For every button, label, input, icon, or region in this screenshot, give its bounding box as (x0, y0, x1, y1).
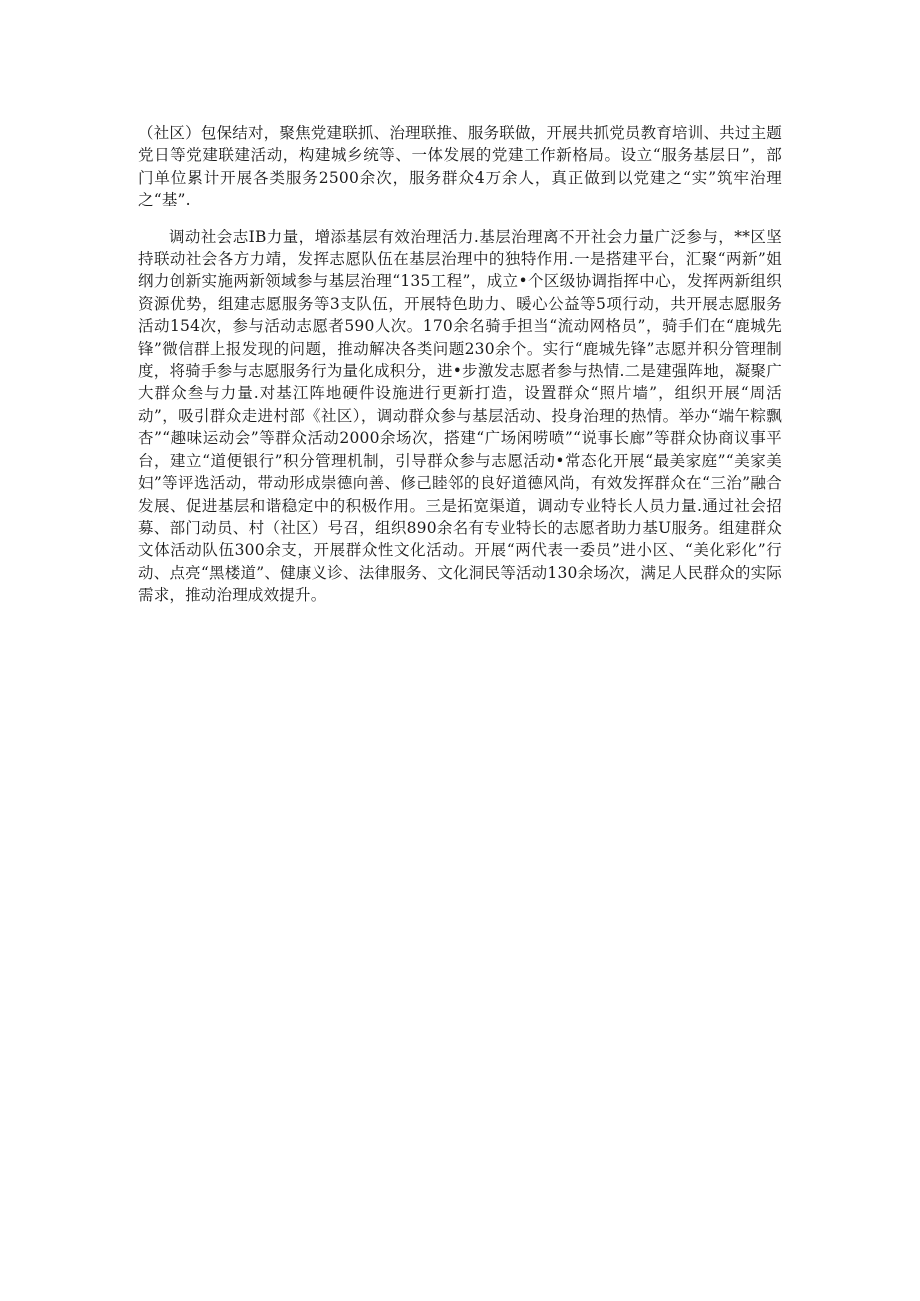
paragraph-party-building: （社区）包保结对，聚焦党建联抓、治理联推、服务联做，开展共抓党员教育培训、共过主题党日等党建联建活动，构建城乡统等、一体发展的党建工作新格局。设立“服务基层日”，部门单位累计开展各类服务2500余次，服务群众4万余人，真正做到以党建之“实”筑牢治理之“基”. (138, 124, 782, 210)
paragraph-social-forces: 调动社会志IB力量，增添基层有效治理活力.基层治理离不开社会力量广泛参与，**区坚持联动社会各方力靖，发挥志愿队伍在基层治理中的独特作用.一是搭建平台，汇聚“两新”姐纲力创新实施两新领域参与基层治理“135工程”，成立•个区级协调指挥中心，发挥两新组织资源优势，组建志愿服务等3支队伍，开展特色助力、暖心公益等5项行动，共开展志愿服务活动154次，参与活动志愿者590人次。170余名骑手担当“流动网格员”，骑手们在“鹿城先锋”微信群上报发现的问题，推动解决各类问题230余个。实行“鹿城先锋”志愿并积分管理制度，将骑手参与志愿服务行为量化成积分，进•步激发志愿者参与热情.二是建强阵地，凝聚广大群众叁与力量.对基江阵地硬件设施进行更新打造，设置群众“照片墙”，组织开展“周活动”，吸引群众走进村部《社区），调动群众参与基层活动、投身治理的热情。举办“端午粽飘杏”“趣味运动会”等群众活动2000余场次，搭建“广场闲唠喷”“说事长廊”等群众协商议事平台，建立“道便银行”积分管理机制，引导群众参与志愿活动•常态化开展“最美家庭”“美家美妇”等评选活动，带动形成崇德向善、修己睦邻的良好道德风尚，有效发挥群众在“三治”融合发展、促进基层和谐稳定中的积极作用。三是拓宽渠道，调动专业特长人员力量.通过社会招募、部门动员、村（社区）号召，组织890余名有专业特长的志愿者助力基U服务。组建群众文体活动队伍300余支，开展群众性文化活动。开展“两代表一委员”进小区、“美化彩化”行动、点亮“黑楼道”、健康义诊、法律服务、文化洞民等活动130余场次，满足人民群众的实际需求，推动治理成效提升。 (138, 227, 782, 605)
document-page (138, 122, 782, 607)
